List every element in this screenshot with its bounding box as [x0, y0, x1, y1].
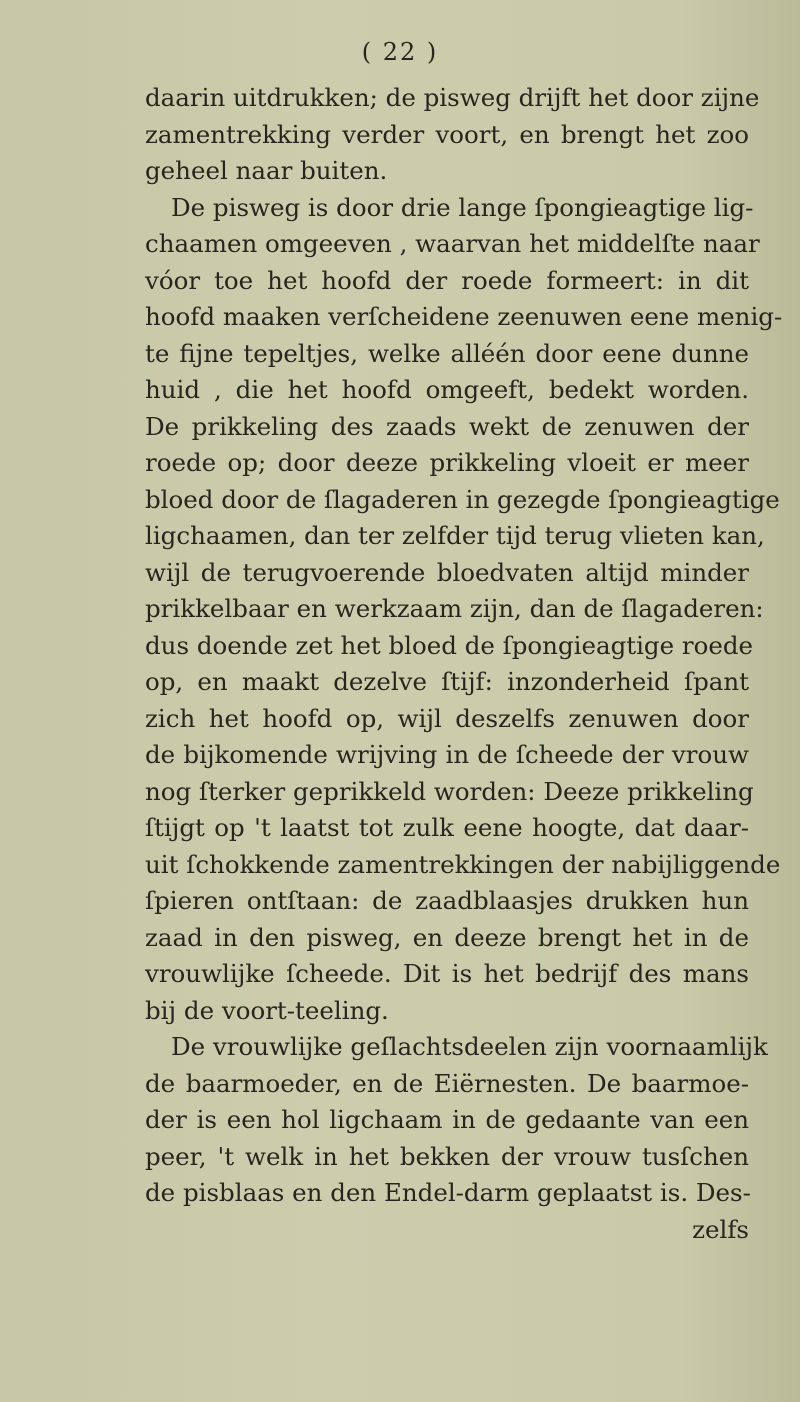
- text-line: de bijkomende wrijving in de ſcheede der vrouw: [145, 740, 749, 769]
- text-line: zaad in den pisweg, en deeze brengt het in de: [145, 922, 749, 952]
- text-line: daarin uitdrukken; de pisweg drijft het door zijne: [145, 83, 760, 112]
- text-line: chaamen omgeeven , waarvan het middelſte naar: [145, 229, 760, 258]
- text-line: bij de voort-teeling.: [145, 995, 389, 1025]
- text-line: vrouwlijke ſcheede. Dit is het bedrijf des mans: [145, 959, 749, 988]
- text-line: peer, 't welk in het bekken der vrouw tusſchen: [145, 1141, 749, 1171]
- text-line: de pisblaas en den Endel-darm geplaatst is. Des-: [145, 1178, 751, 1207]
- text-line: hoofd maaken verſcheidene zeenuwen eene menig-: [145, 302, 783, 331]
- text-line: wijl de terugvoerende bloedvaten altijd minder: [145, 557, 749, 587]
- text-line: huid , die het hoofd omgeeft, bedekt worden.: [145, 375, 749, 404]
- text-line: nog ſterker geprikkeld worden: Deeze prikkeling: [145, 776, 754, 806]
- text-line: geheel naar buiten.: [145, 156, 388, 185]
- text-line: roede op; door deeze prikkeling vloeit er meer: [145, 448, 749, 477]
- text-line: dus doende zet het bloed de ſpongieagtige roede: [145, 630, 754, 660]
- catchword: zelfs: [692, 1214, 749, 1244]
- text-line: De prikkeling des zaads wekt de zenuwen der: [145, 411, 749, 441]
- text-line: op, en maakt dezelve ſtijf: inzonderheid ſpant: [145, 667, 749, 696]
- text-line: zich het hoofd op, wijl deszelfs zenuwen door: [145, 703, 749, 733]
- text-line: ligchaamen, dan ter zelfder tijd terug vlieten kan,: [145, 521, 765, 550]
- text-line: der is een hol ligchaam in de gedaante van een: [145, 1105, 749, 1134]
- text-line: De pisweg is door drie lange ſpongieagtige lig-: [171, 192, 754, 222]
- text-line: De vrouwlijke geſlachtsdeelen zijn voornaamlijk: [171, 1032, 768, 1061]
- text-line: bloed door de ſlagaderen in gezegde ſpongieagtige: [145, 484, 780, 514]
- text-line: zamentrekking verder voort, en brengt het zoo: [145, 119, 749, 149]
- text-line: vóor toe het hoofd der roede formeert: in dit: [145, 265, 749, 295]
- text-line: te fijne tepeltjes, welke alléén door eene dunne: [145, 338, 749, 368]
- text-line: ſtijgt op 't laatst tot zulk eene hoogte, dat daar-: [145, 813, 749, 842]
- text-line: uit ſchokkende zamentrekkingen der nabijliggende: [145, 849, 781, 879]
- text-line: de baarmoeder, en de Eiërnesten. De baarmoe-: [145, 1068, 749, 1098]
- page-number: ( 22 ): [361, 38, 439, 66]
- text-line: prikkelbaar en werkzaam zijn, dan de ſlagaderen:: [145, 594, 764, 623]
- body-text: [145, 80, 783, 1248]
- text-line: ſpieren ontſtaan: de zaadblaasjes drukken hun: [145, 886, 749, 915]
